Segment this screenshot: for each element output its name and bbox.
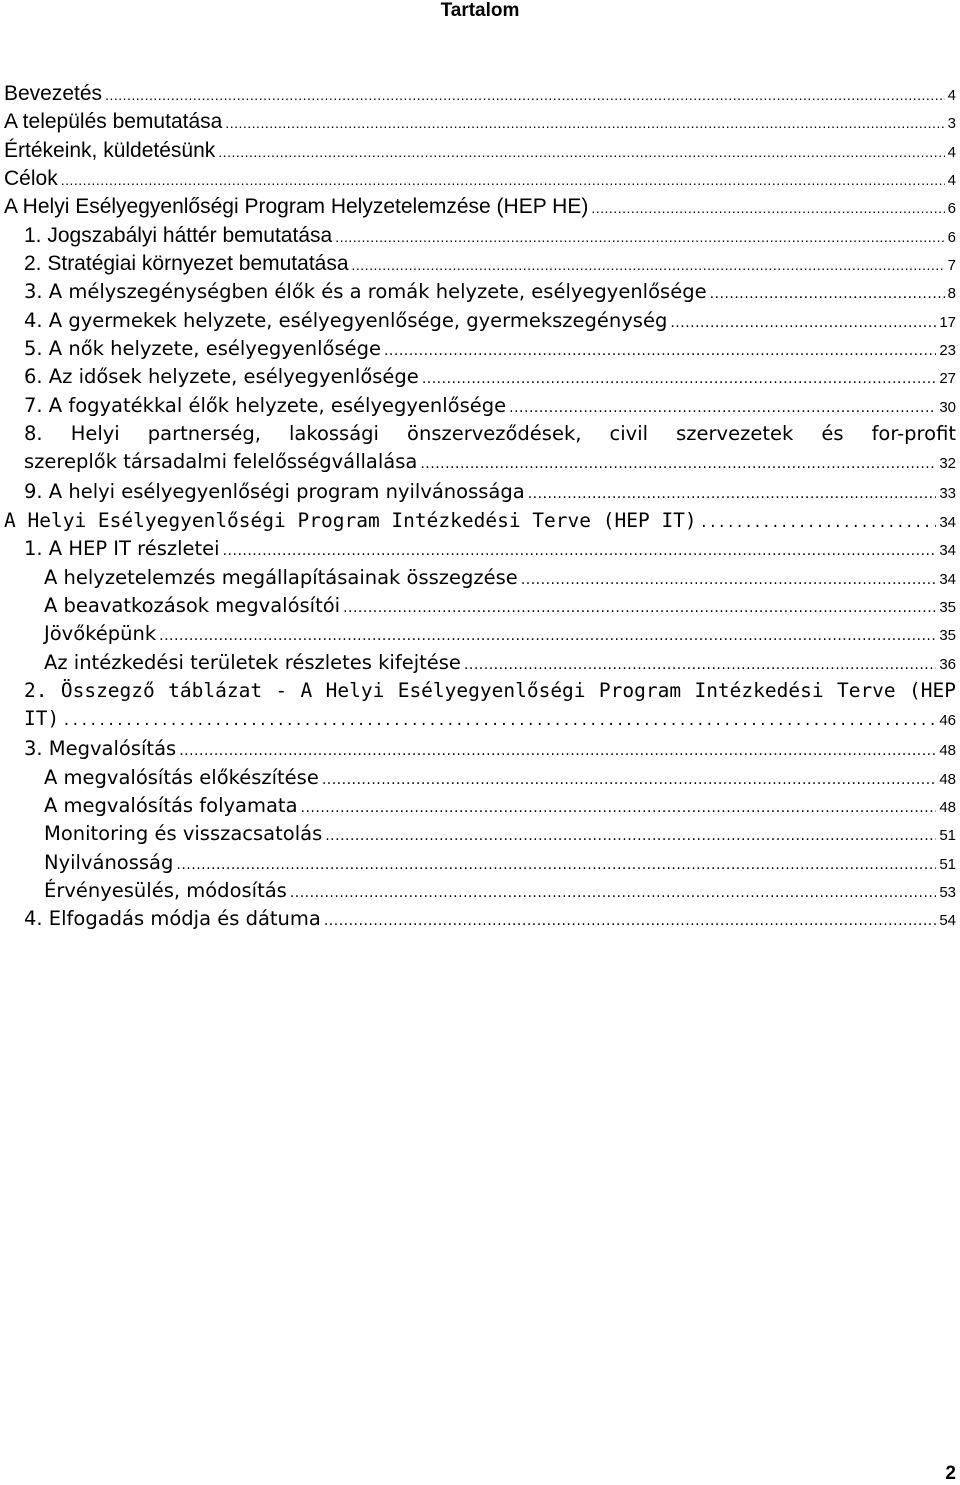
dot-leader xyxy=(509,394,936,422)
toc-entry[interactable] xyxy=(4,792,956,820)
dot-leader xyxy=(325,822,936,850)
dot-leader xyxy=(322,766,936,794)
toc-entry-label-line2: szereplők társadalmi felelősségvállalása xyxy=(24,450,418,474)
dot-leader xyxy=(422,365,937,393)
dot-leader xyxy=(301,794,937,822)
toc-entry-label: A település bemutatása xyxy=(4,110,223,134)
toc-entry-label: 5. A nők helyzete, esélyegyenlősége xyxy=(24,337,381,361)
toc-entry[interactable] xyxy=(4,420,956,478)
toc-entry-label: 4. A gyermekek helyzete, esélyegyenlősége, gyermekszegénység xyxy=(24,308,668,332)
toc-entry-page: 46 xyxy=(939,712,956,730)
dot-leader xyxy=(61,166,945,194)
toc-entry-label: A megvalósítás előkészítése xyxy=(44,765,319,789)
dot-leader xyxy=(343,594,936,622)
dot-leader xyxy=(176,851,936,879)
toc-entry-label: 3. A mélyszegénységben élők és a romák helyzete, esélyegyenlősége xyxy=(24,280,707,304)
toc-entry-label: Érvényesülés, módosítás xyxy=(44,878,287,902)
toc-entry[interactable] xyxy=(4,137,956,165)
toc-entry-page: 54 xyxy=(939,912,956,930)
dot-leader xyxy=(62,707,936,735)
toc-entry[interactable] xyxy=(4,108,956,136)
toc-entry-label: Nyilvánosság xyxy=(44,850,174,874)
toc-entry-page: 30 xyxy=(939,398,956,416)
toc-entry[interactable] xyxy=(4,278,956,306)
toc-entry-label: A Helyi Esélyegyenlőségi Program Intézkedési Terve (HEP IT) xyxy=(4,508,697,532)
toc-entry-label: Jövőképünk xyxy=(44,622,157,646)
toc-entry[interactable] xyxy=(4,363,956,391)
toc-entry[interactable] xyxy=(4,564,956,592)
toc-entry-page: 4 xyxy=(947,172,956,190)
toc-entry-page: 48 xyxy=(939,770,956,788)
toc-entry-label-line1: 2. Összegző táblázat - A Helyi Esélyegyenlőségi Program Intézkedési Terve (HEP xyxy=(24,678,956,702)
toc-entry[interactable] xyxy=(4,620,956,648)
dot-leader xyxy=(464,651,936,679)
toc-entry-page: 23 xyxy=(939,342,956,360)
dot-leader xyxy=(591,194,944,222)
toc-entry-page: 33 xyxy=(939,485,956,503)
dot-leader xyxy=(105,81,945,109)
toc-title: Tartalom xyxy=(440,0,520,21)
toc-entry-page: 32 xyxy=(939,455,956,473)
toc-entry[interactable] xyxy=(4,392,956,420)
dot-leader xyxy=(324,907,936,935)
dot-leader xyxy=(223,537,937,565)
toc-entry-page: 17 xyxy=(939,313,956,331)
toc-entry-label: Célok xyxy=(4,167,58,191)
toc-entry-label: A megvalósítás folyamata xyxy=(44,793,298,817)
toc-entry-label: 1. Jogszabályi háttér bemutatása xyxy=(24,223,333,247)
dot-leader xyxy=(218,138,944,166)
toc-entry[interactable] xyxy=(4,507,956,535)
toc-entry-label: 1. A HEP IT részletei xyxy=(24,537,220,561)
page-number: 2 xyxy=(945,1463,956,1484)
toc-entry-label: Értékeink, küldetésünk xyxy=(4,138,216,162)
dot-leader xyxy=(179,737,936,765)
toc-entry-label: 4. Elfogadás módja és dátuma xyxy=(24,907,321,931)
dot-leader xyxy=(335,223,944,251)
dot-leader xyxy=(384,337,936,365)
table-of-contents xyxy=(4,80,956,934)
dot-leader xyxy=(420,450,936,478)
dot-leader xyxy=(528,480,937,508)
dot-leader xyxy=(710,280,945,308)
toc-entry-page: 7 xyxy=(947,257,956,275)
toc-entry-page: 6 xyxy=(947,200,956,218)
dot-leader xyxy=(521,566,937,594)
toc-entry[interactable] xyxy=(4,307,956,335)
toc-entry-label: A Helyi Esélyegyenlőségi Program Helyzetelemzése (HEP HE) xyxy=(4,195,589,219)
toc-entry-page: 8 xyxy=(947,285,956,303)
toc-entry-page: 4 xyxy=(947,87,956,104)
dot-leader xyxy=(225,109,944,137)
toc-entry[interactable] xyxy=(4,849,956,877)
toc-entry[interactable] xyxy=(4,677,956,735)
dot-leader xyxy=(159,622,936,650)
toc-entry-label: 9. A helyi esélyegyenlőségi program nyilvánossága xyxy=(24,480,525,504)
toc-entry[interactable] xyxy=(4,592,956,620)
toc-entry[interactable] xyxy=(4,250,956,278)
toc-entry-page: 53 xyxy=(939,883,956,901)
dot-leader xyxy=(700,509,937,537)
toc-entry-page: 36 xyxy=(939,655,956,673)
dot-leader xyxy=(670,309,936,337)
toc-entry[interactable] xyxy=(4,905,956,933)
toc-entry-page: 4 xyxy=(947,143,956,161)
toc-entry-label-line1: 8. Helyi partnerség, lakossági önszerveződések, civil szervezetek és for-profit xyxy=(24,422,956,446)
toc-entry[interactable] xyxy=(4,877,956,905)
toc-entry[interactable] xyxy=(4,165,956,193)
toc-entry-label: Az intézkedési területek részletes kifejtése xyxy=(44,650,461,674)
toc-entry-page: 6 xyxy=(947,228,956,246)
toc-entry[interactable] xyxy=(4,735,956,763)
toc-entry[interactable] xyxy=(4,820,956,848)
toc-entry[interactable] xyxy=(4,193,956,221)
toc-entry-page: 35 xyxy=(939,598,956,616)
toc-entry-page: 51 xyxy=(939,855,956,873)
toc-entry-label: Bevezetés xyxy=(4,82,103,105)
toc-entry[interactable] xyxy=(4,80,956,108)
toc-entry-page: 27 xyxy=(939,370,956,388)
toc-entry-page: 3 xyxy=(947,115,956,133)
toc-entry-label: A helyzetelemzés megállapításainak összegzése xyxy=(44,565,518,589)
toc-entry-label: 6. Az idősek helyzete, esélyegyenlősége xyxy=(24,365,419,389)
toc-entry-label: 2. Stratégiai környezet bemutatása xyxy=(24,252,349,276)
toc-entry-label: 7. A fogyatékkal élők helyzete, esélyegyenlősége xyxy=(24,393,507,417)
toc-entry-page: 48 xyxy=(939,742,956,760)
dot-leader xyxy=(290,879,936,907)
toc-entry[interactable] xyxy=(4,535,956,563)
toc-entry-page: 51 xyxy=(939,827,956,845)
toc-entry[interactable] xyxy=(4,478,956,506)
toc-entry[interactable] xyxy=(4,764,956,792)
toc-entry-label: A beavatkozások megvalósítói xyxy=(44,593,341,617)
toc-entry-label: Monitoring és visszacsatolás xyxy=(44,822,323,846)
dot-leader xyxy=(352,251,945,279)
toc-entry[interactable] xyxy=(4,222,956,250)
toc-entry-page: 35 xyxy=(939,627,956,645)
toc-entry[interactable] xyxy=(4,335,956,363)
toc-entry-label-line2: IT) xyxy=(24,707,60,731)
toc-entry-page: 34 xyxy=(939,570,956,588)
toc-entry-page: 34 xyxy=(939,513,956,531)
toc-entry-page: 48 xyxy=(939,798,956,816)
toc-entry-label: 3. Megvalósítás xyxy=(24,737,177,761)
toc-entry[interactable] xyxy=(4,649,956,677)
toc-entry-page: 34 xyxy=(939,542,956,560)
